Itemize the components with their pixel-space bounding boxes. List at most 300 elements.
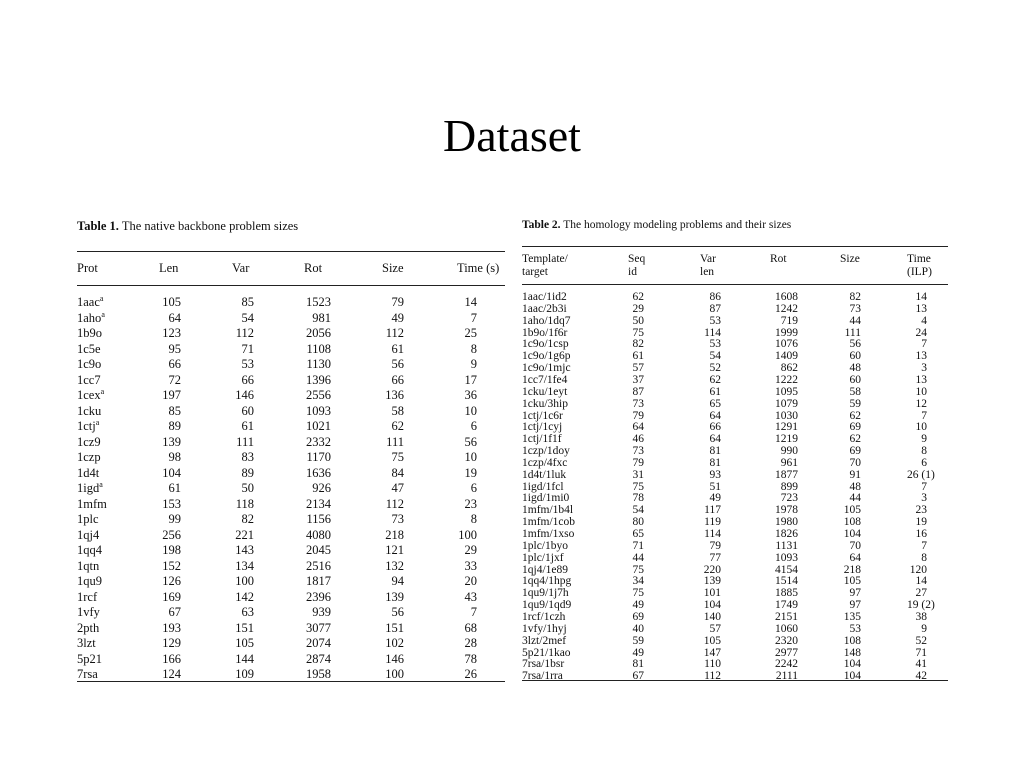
prot-name: 1qtn	[77, 558, 100, 573]
size-cell: 60	[849, 373, 861, 386]
prot-name: 1cku	[77, 403, 102, 418]
size-cell: 61	[391, 341, 404, 356]
len-cell: 139	[162, 434, 181, 449]
table-row	[77, 590, 505, 605]
table-row	[77, 559, 505, 574]
var-len-cell: 61	[709, 385, 721, 398]
size-cell: 139	[385, 589, 404, 604]
size-cell: 105	[843, 575, 861, 588]
size-cell: 218	[385, 527, 404, 542]
table-row	[77, 528, 505, 543]
slide-title: Dataset	[443, 110, 581, 161]
table2-header-time: Time (ILP)	[907, 253, 932, 278]
size-cell: 59	[849, 397, 861, 410]
rot-cell: 939	[312, 605, 331, 619]
var-len-cell: 104	[703, 599, 721, 612]
var-len-cell: 54	[709, 350, 721, 363]
len-cell: 72	[168, 372, 181, 387]
size-cell: 148	[843, 646, 861, 659]
table-row	[522, 457, 948, 469]
table-row	[77, 605, 505, 620]
var-cell: 142	[235, 589, 254, 604]
table-row	[522, 350, 948, 362]
table-row	[77, 450, 505, 465]
prot-name: 3lzt	[77, 636, 96, 650]
prot-cell	[77, 450, 101, 465]
time-cell: 10	[464, 450, 477, 464]
seq-id-cell: 75	[632, 563, 644, 576]
template-target-cell: 1mfm/1xso	[522, 528, 575, 540]
len-cell: 129	[162, 636, 181, 650]
rot-cell: 990	[780, 445, 798, 458]
rot-cell: 1076	[775, 338, 798, 351]
seq-id-cell: 75	[632, 587, 644, 600]
prot-cell	[77, 574, 102, 589]
prot-cell	[77, 512, 99, 527]
rot-cell: 1636	[306, 465, 331, 480]
prot-cell	[77, 311, 105, 326]
size-cell: 66	[391, 372, 404, 387]
rot-cell: 1222	[775, 373, 798, 386]
len-cell: 61	[168, 481, 181, 495]
prot-cell	[77, 373, 101, 388]
rot-cell: 1060	[775, 622, 798, 635]
table1-bottom-rule	[77, 681, 505, 682]
table-row	[77, 388, 505, 403]
template-target-cell: 1qu9/1qd9	[522, 599, 572, 612]
seq-id-cell: 80	[632, 516, 644, 529]
rot-cell: 981	[312, 310, 331, 325]
var-len-cell: 79	[709, 539, 721, 552]
footnote-marker: a	[99, 293, 104, 303]
var-cell: 85	[241, 295, 254, 309]
table-row	[522, 327, 948, 339]
size-cell: 70	[849, 456, 861, 469]
rot-cell: 899	[780, 480, 798, 493]
rot-cell: 1291	[775, 421, 798, 434]
table-row	[522, 635, 948, 647]
var-len-cell: 87	[709, 302, 721, 315]
rot-cell: 2074	[306, 636, 331, 650]
len-cell: 98	[168, 450, 181, 464]
table-row	[522, 362, 948, 374]
template-target-cell: 1mfm/1b4l	[522, 504, 574, 517]
prot-cell	[77, 466, 99, 481]
var-len-cell: 77	[709, 551, 721, 564]
rot-cell: 2056	[306, 326, 331, 340]
template-target-cell: 1ctj/1f1f	[522, 433, 562, 446]
rot-cell: 2111	[775, 670, 798, 683]
var-cell: 71	[241, 341, 254, 356]
seq-id-cell: 69	[632, 610, 644, 623]
size-cell: 49	[391, 310, 404, 325]
len-cell: 198	[162, 543, 181, 557]
prot-name: 1qj4	[77, 527, 100, 542]
var-cell: 221	[235, 527, 254, 542]
prot-name: 2pth	[77, 620, 100, 635]
seq-id-cell: 29	[632, 302, 644, 315]
template-target-cell: 1cku/1eyt	[522, 385, 568, 398]
table1-header-var: Var	[232, 261, 250, 275]
len-cell: 67	[168, 605, 181, 619]
prot-name: 1rcf	[77, 589, 98, 604]
template-target-cell: 5p21/1kao	[522, 646, 571, 659]
prot-cell	[77, 559, 99, 574]
time-cell: 10	[915, 385, 927, 398]
time-cell: 6	[470, 481, 477, 495]
len-cell: 105	[162, 295, 181, 309]
var-len-cell: 119	[704, 516, 721, 529]
prot-cell	[77, 419, 99, 434]
table1-caption-text: The native backbone problem sizes	[121, 219, 299, 233]
template-target-cell: 1cc7/1fe4	[522, 373, 568, 386]
rot-cell: 723	[780, 492, 798, 505]
table-row	[77, 357, 505, 372]
seq-id-cell: 59	[632, 634, 644, 647]
size-cell: 62	[849, 409, 861, 422]
seq-id-cell: 54	[632, 504, 644, 517]
time-cell: 29	[464, 543, 477, 557]
size-cell: 104	[843, 658, 861, 671]
rot-cell: 1093	[306, 403, 331, 418]
table2-caption-text: The homology modeling problems and their sizes	[563, 219, 792, 231]
table1-caption	[77, 219, 505, 234]
size-cell: 73	[391, 512, 404, 526]
time-cell: 8	[921, 551, 927, 564]
prot-name: 7rsa	[77, 667, 98, 681]
template-target-cell: 1cku/3hip	[522, 397, 568, 410]
template-target-cell: 1c9o/1mjc	[522, 362, 571, 375]
rot-cell: 2516	[306, 558, 331, 573]
template-target-cell: 1igd/1mi0	[522, 492, 570, 505]
time-cell: 26	[464, 667, 477, 681]
table-row	[77, 497, 505, 512]
seq-id-cell: 40	[632, 622, 644, 635]
size-cell: 48	[849, 480, 861, 493]
table-row	[522, 504, 948, 516]
table-row	[77, 311, 505, 326]
table1-header-rule	[77, 285, 505, 286]
var-cell: 111	[236, 434, 254, 449]
table-row	[77, 404, 505, 419]
rot-cell: 1958	[306, 667, 331, 681]
var-len-cell: 86	[709, 291, 721, 303]
prot-cell	[77, 621, 99, 636]
time-cell: 14	[915, 291, 927, 303]
var-cell: 146	[235, 388, 254, 402]
size-cell: 44	[849, 314, 861, 327]
table2-header-rule	[522, 284, 948, 285]
template-target-cell: 1czp/4fxc	[522, 456, 568, 469]
template-target-cell: 1czp/1doy	[522, 445, 570, 458]
table-row	[77, 652, 505, 667]
rot-cell: 4154	[775, 563, 798, 576]
size-cell: 151	[385, 620, 404, 635]
time-cell: 10	[915, 421, 927, 434]
rot-cell: 1514	[775, 575, 798, 588]
len-cell: 152	[162, 558, 181, 573]
template-target-cell: 1ctj/1cyj	[522, 421, 563, 434]
table-native-backbone	[77, 219, 505, 689]
time-cell: 43	[464, 589, 477, 604]
table-row	[522, 647, 948, 659]
size-cell: 58	[391, 403, 404, 418]
table-row	[77, 512, 505, 527]
size-cell: 91	[849, 468, 861, 481]
size-cell: 112	[385, 326, 404, 340]
len-cell: 126	[162, 574, 181, 588]
time-cell: 24	[915, 326, 927, 339]
seq-id-cell: 67	[632, 670, 644, 683]
prot-name: 1c5e	[77, 341, 101, 356]
time-cell: 4	[921, 314, 927, 327]
table2-header-rot: Rot	[770, 253, 787, 265]
table-row	[522, 433, 948, 445]
time-cell: 6	[921, 456, 927, 469]
len-cell: 124	[162, 667, 181, 681]
time-cell: 14	[915, 575, 927, 588]
table-row	[522, 552, 948, 564]
table2-top-rule	[522, 246, 948, 247]
var-len-cell: 53	[709, 338, 721, 351]
seq-id-cell: 44	[632, 551, 644, 564]
rot-cell: 2134	[306, 496, 331, 511]
time-cell: 20	[464, 574, 477, 588]
table1-header-len: Len	[159, 261, 179, 275]
var-len-cell: 117	[704, 504, 721, 517]
prot-cell	[77, 326, 102, 341]
prot-name: 1ctj	[77, 419, 96, 433]
time-cell: 17	[464, 372, 477, 387]
size-cell: 108	[843, 634, 861, 647]
time-cell: 13	[915, 373, 927, 386]
size-cell: 56	[849, 338, 861, 351]
prot-cell	[77, 605, 100, 620]
prot-name: 1aac	[77, 295, 100, 309]
time-cell: 100	[458, 527, 477, 542]
time-cell: 52	[915, 634, 927, 647]
rot-cell: 1608	[775, 291, 798, 303]
time-cell: 41	[915, 658, 927, 671]
time-cell: 38	[915, 610, 927, 623]
size-cell: 56	[391, 357, 404, 371]
seq-id-cell: 75	[632, 480, 644, 493]
var-cell: 50	[241, 481, 254, 495]
table-row	[77, 621, 505, 636]
template-target-cell: 1vfy/1hyj	[522, 622, 567, 635]
prot-cell	[77, 357, 101, 372]
var-cell: 109	[235, 667, 254, 681]
size-cell: 48	[849, 362, 861, 375]
var-len-cell: 114	[704, 326, 721, 339]
size-cell: 97	[849, 587, 861, 600]
prot-name: 1c9o	[77, 357, 102, 371]
template-target-cell: 1mfm/1cob	[522, 516, 576, 529]
var-cell: 89	[241, 465, 254, 480]
table-row	[77, 373, 505, 388]
size-cell: 108	[843, 516, 861, 529]
len-cell: 169	[162, 589, 181, 604]
rot-cell: 1885	[775, 587, 798, 600]
var-len-cell: 64	[709, 433, 721, 446]
size-cell: 56	[391, 605, 404, 619]
table-row	[522, 374, 948, 386]
table-row	[77, 543, 505, 558]
prot-cell	[77, 481, 103, 496]
table-row	[77, 636, 505, 651]
time-cell: 26 (1)	[907, 468, 935, 481]
len-cell: 66	[168, 357, 181, 371]
time-cell: 42	[915, 670, 927, 683]
table2-bottom-rule	[522, 680, 948, 681]
var-cell: 63	[241, 605, 254, 619]
size-cell: 97	[849, 599, 861, 612]
seq-id-cell: 64	[632, 421, 644, 434]
prot-cell	[77, 342, 101, 357]
time-cell: 7	[921, 480, 927, 493]
time-cell: 28	[464, 636, 477, 650]
size-cell: 60	[849, 350, 861, 363]
prot-name: 1cc7	[77, 372, 101, 387]
prot-name: 1igd	[77, 481, 100, 495]
prot-name: 1aho	[77, 310, 102, 325]
rot-cell: 1093	[775, 551, 798, 564]
var-len-cell: 53	[709, 314, 721, 327]
var-len-cell: 110	[704, 658, 721, 671]
table-row	[522, 516, 948, 528]
size-cell: 94	[391, 574, 404, 588]
table-row	[522, 291, 948, 303]
seq-id-cell: 31	[632, 468, 644, 481]
rot-cell: 1095	[775, 385, 798, 398]
var-len-cell: 49	[709, 492, 721, 505]
var-len-cell: 101	[703, 587, 721, 600]
size-cell: 73	[849, 302, 861, 315]
rot-cell: 2332	[306, 434, 331, 449]
size-cell: 53	[849, 622, 861, 635]
var-cell: 100	[235, 574, 254, 588]
time-cell: 68	[464, 620, 477, 635]
prot-name: 5p21	[77, 651, 102, 666]
table-row	[522, 338, 948, 350]
seq-id-cell: 65	[632, 528, 644, 540]
len-cell: 95	[168, 341, 181, 356]
seq-id-cell: 75	[632, 326, 644, 339]
prot-cell	[77, 497, 107, 512]
len-cell: 64	[168, 310, 181, 325]
var-cell: 83	[241, 450, 254, 464]
prot-cell	[77, 404, 101, 419]
template-target-cell: 1b9o/1f6r	[522, 326, 568, 339]
table-row	[522, 421, 948, 433]
var-len-cell: 140	[703, 610, 721, 623]
var-cell: 105	[235, 636, 254, 650]
size-cell: 69	[849, 421, 861, 434]
prot-name: 1d4t	[77, 465, 100, 480]
table-row	[77, 667, 505, 682]
prot-name: 1qu9	[77, 574, 102, 588]
table1-header-size: Size	[382, 261, 404, 275]
var-cell: 82	[241, 512, 254, 526]
seq-id-cell: 62	[632, 291, 644, 303]
template-target-cell: 1plc/1jxf	[522, 551, 564, 564]
rot-cell: 4080	[306, 527, 331, 542]
seq-id-cell: 49	[632, 599, 644, 612]
rot-cell: 1108	[306, 341, 331, 356]
seq-id-cell: 49	[632, 646, 644, 659]
len-cell: 89	[168, 419, 181, 433]
prot-name: 1mfm	[77, 496, 107, 511]
var-len-cell: 52	[709, 362, 721, 375]
size-cell: 82	[849, 291, 861, 303]
size-cell: 70	[849, 539, 861, 552]
var-len-cell: 66	[709, 421, 721, 434]
table-homology-modeling	[522, 219, 948, 689]
time-cell: 6	[470, 419, 477, 433]
size-cell: 47	[391, 481, 404, 495]
rot-cell: 1130	[306, 357, 331, 371]
table-row	[522, 303, 948, 315]
time-cell: 12	[915, 397, 927, 410]
table-row	[522, 587, 948, 599]
table-row	[522, 410, 948, 422]
time-cell: 27	[915, 587, 927, 600]
var-len-cell: 105	[703, 634, 721, 647]
table-row	[522, 386, 948, 398]
table-row	[77, 342, 505, 357]
size-cell: 136	[385, 388, 404, 402]
rot-cell: 2320	[775, 634, 798, 647]
rot-cell: 1156	[306, 512, 331, 526]
time-cell: 36	[464, 388, 477, 402]
var-len-cell: 147	[703, 646, 721, 659]
table-row	[522, 564, 948, 576]
seq-id-cell: 82	[632, 338, 644, 351]
size-cell: 64	[849, 551, 861, 564]
table-row	[77, 419, 505, 434]
prot-cell	[77, 590, 97, 605]
prot-cell	[77, 435, 101, 450]
template-target-cell: 7rsa/1bsr	[522, 658, 565, 671]
rot-cell: 1131	[775, 539, 798, 552]
seq-id-cell: 73	[632, 445, 644, 458]
table1-header-rot: Rot	[304, 261, 323, 275]
size-cell: 135	[843, 610, 861, 623]
rot-cell: 1170	[306, 450, 331, 464]
len-cell: 197	[162, 388, 181, 402]
footnote-marker: a	[101, 309, 105, 319]
rot-cell: 1030	[775, 409, 798, 422]
len-cell: 166	[162, 651, 181, 666]
len-cell: 99	[168, 512, 181, 526]
prot-cell	[77, 528, 99, 543]
var-cell: 112	[235, 326, 254, 340]
table-row	[77, 295, 505, 310]
time-cell: 8	[470, 341, 477, 356]
prot-name: 1czp	[77, 450, 101, 464]
seq-id-cell: 81	[632, 658, 644, 671]
seq-id-cell: 37	[632, 373, 644, 386]
size-cell: 100	[385, 667, 404, 681]
prot-name: 1cz9	[77, 434, 101, 449]
time-cell: 16	[915, 528, 927, 540]
size-cell: 104	[843, 528, 861, 540]
size-cell: 111	[386, 434, 404, 449]
seq-id-cell: 34	[632, 575, 644, 588]
table-row	[522, 658, 948, 670]
time-cell: 9	[470, 357, 477, 371]
prot-cell	[77, 652, 102, 667]
